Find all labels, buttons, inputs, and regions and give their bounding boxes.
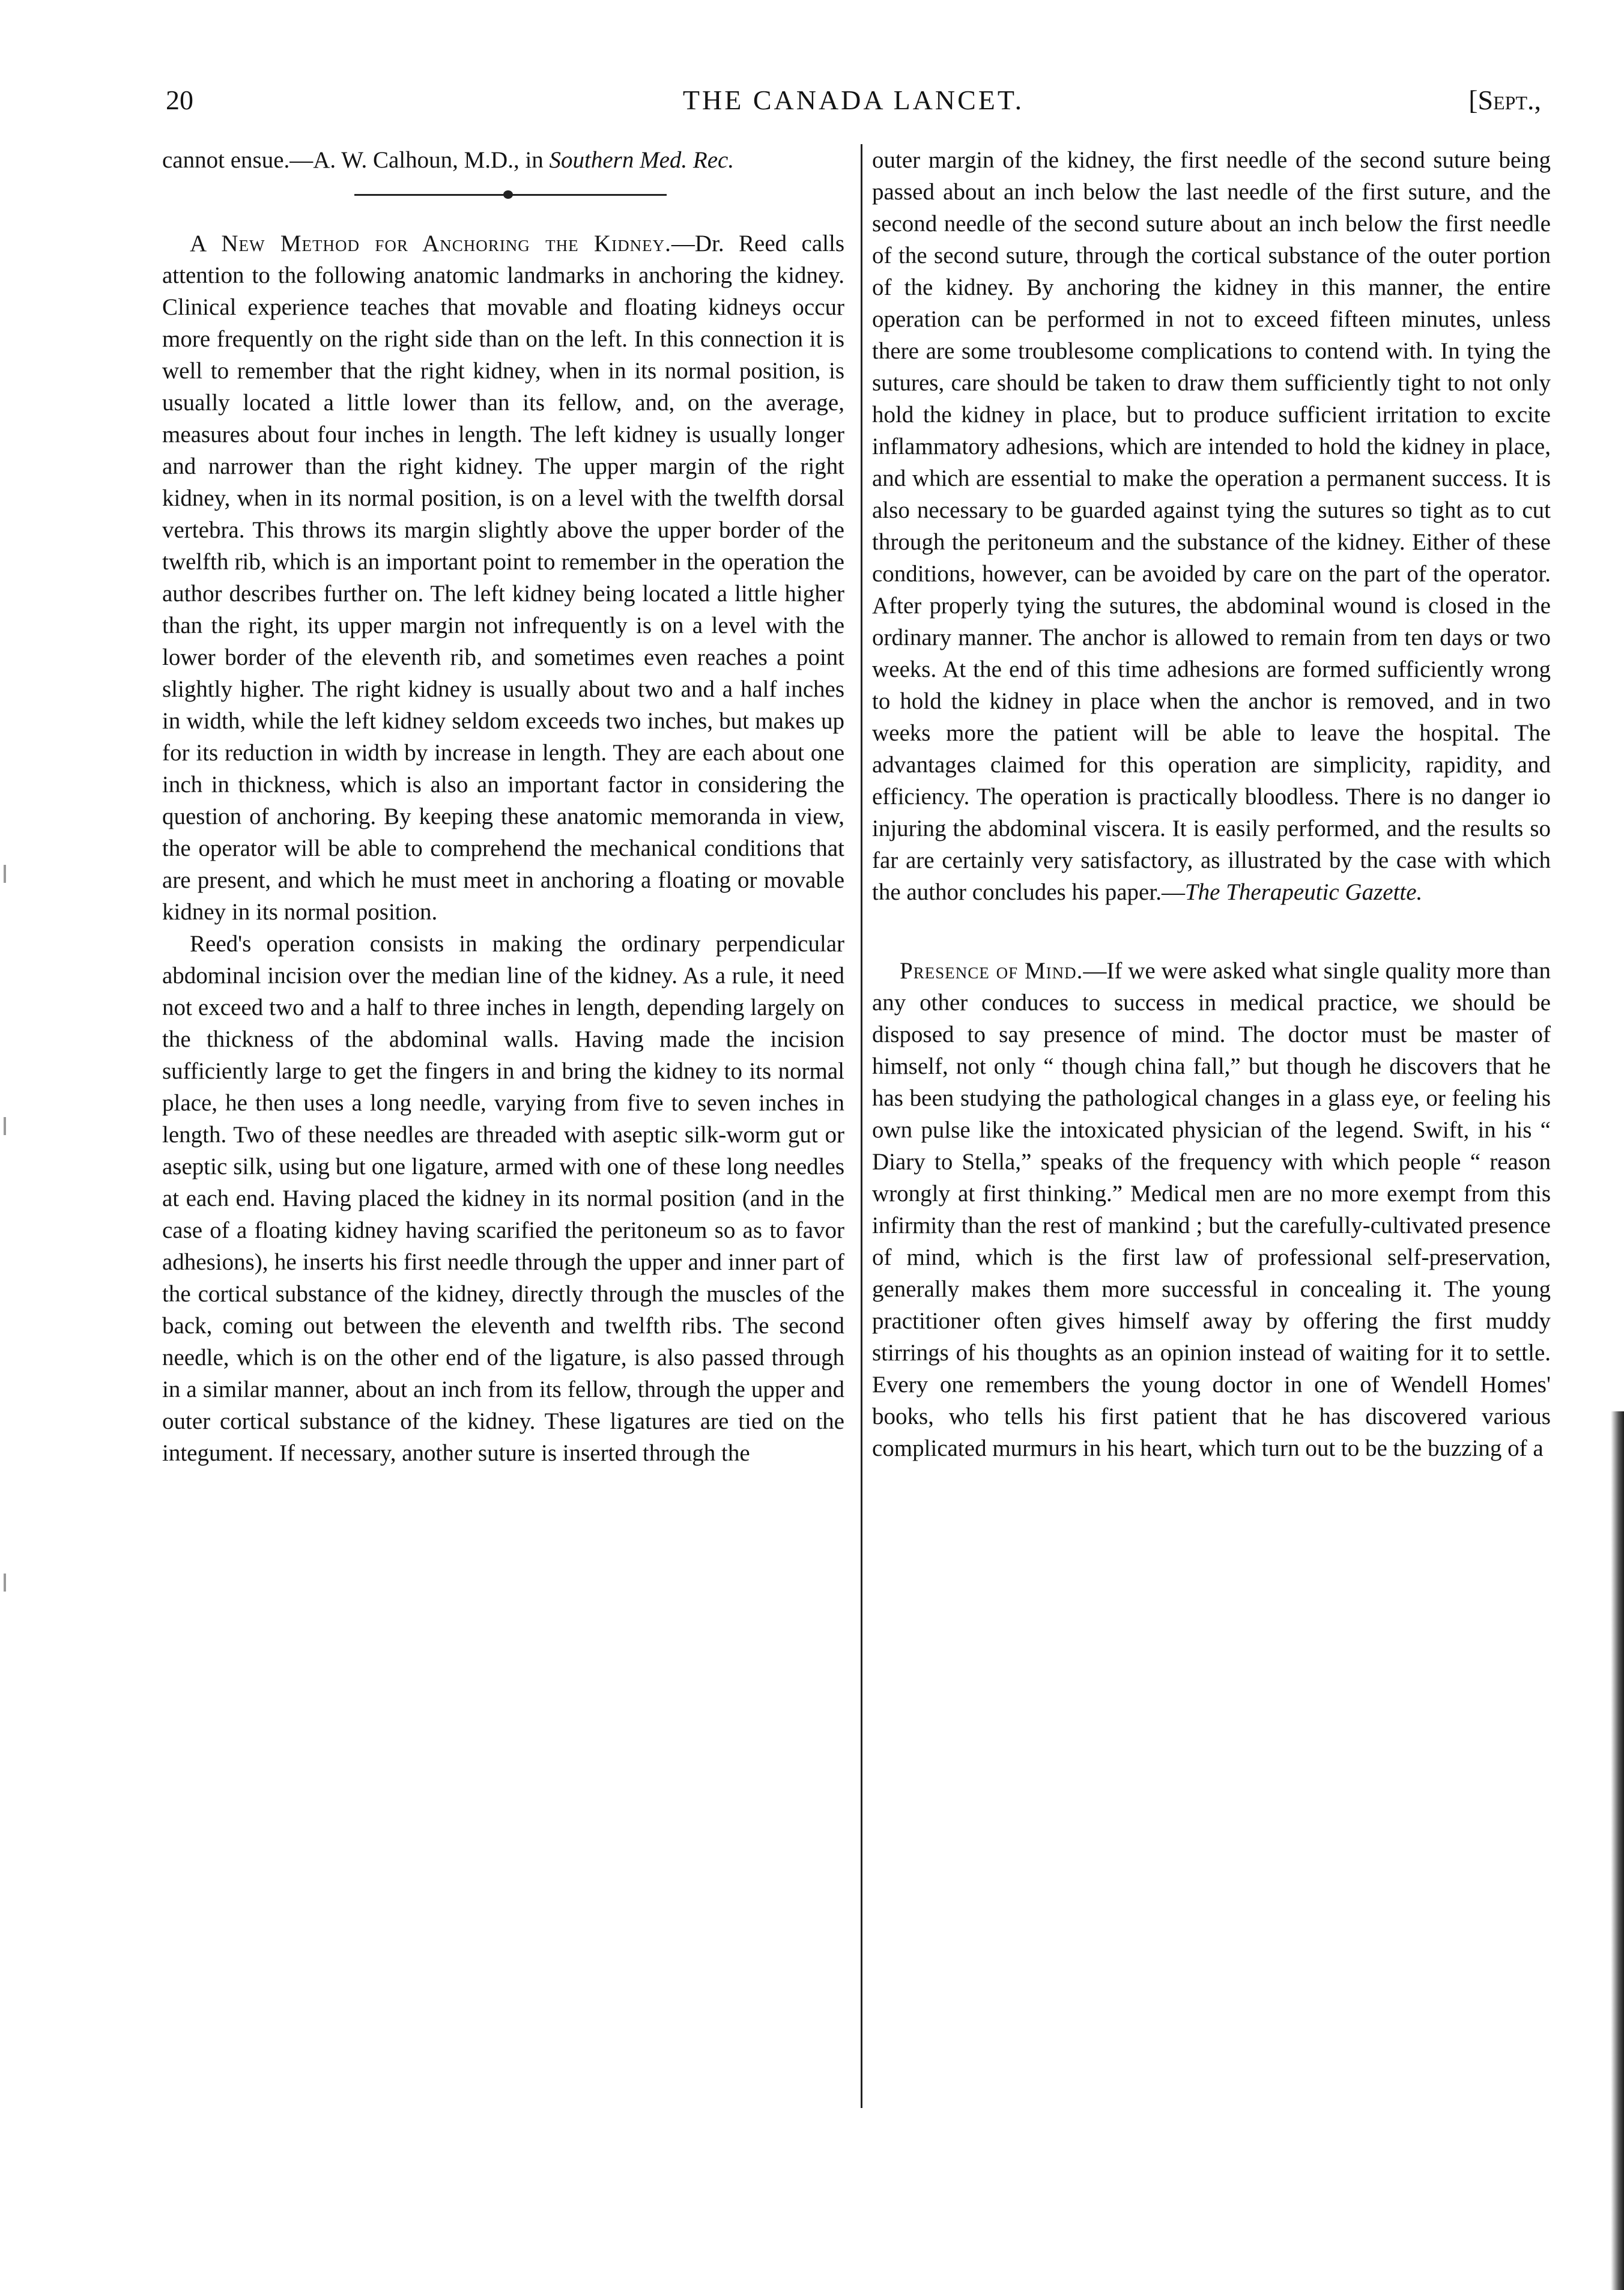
article-kidney-source: The Therapeutic Gazette. [1184, 879, 1423, 905]
continuation-text: cannot ensue.—A. W. Calhoun, M.D., in [162, 147, 550, 173]
article-kidney-paragraph-1 [162, 228, 844, 928]
page-edge-mark [4, 1117, 6, 1135]
article-presence-text-1: —If we were asked what single quality more than any other conduces to success in medical practice, we should be disposed to say presence of mind. The doctor must be master of himself, not only “ though china fall,” but though he discovers that he has been studying the pathological changes in a glass eye, or feeling his own pulse like the intoxicated physician of the legend. Swift, in his “ Diary to Stella,” speaks of the frequency with which people “ reason wrongly at first thinking.” Medical men are no more exempt from this infirmity than the rest of mankind ; but the carefully-cultivated presence of mind, which is the first law of professional self-preservation, generally makes them more successful in concealing it. The young practitioner often gives himself away by offering the first muddy stirrings of his thoughts as an opinion instead of waiting for it to settle. Every one remembers the young doctor in one of Wendell Homes' books, who tells his first patient that he has discovered various complicated murmurs in his heart, which turn out to be the buzzing of a [872, 958, 1551, 1461]
page-number: 20 [166, 85, 193, 115]
column-rule [861, 144, 862, 2108]
article-kidney-text-3: outer margin of the kidney, the first needle of the second suture being passed about an inch below the last needle of the first suture, and the second needle of the second suture about an inch below the first needle of the second suture, through the cortical substance of the outer portion of the kidney. By anchoring the kidney in this manner, the entire operation can be performed in not to exceed fifteen minutes, unless there are some troublesome complications to contend with. In tying the sutures, care should be taken to draw them sufficiently tight to not only hold the kidney in place, but to produce sufficient irritation to excite inflammatory adhesions, which are intended to hold the kidney in place, and which are essential to make the operation a permanent success. It is also necessary to be guarded against tying the sutures so tight as to cut through the peritoneum and the substance of the kidney. Either of these conditions, however, can be avoided by care on the part of the operator. After properly tying the sutures, the abdominal wound is closed in the ordinary manner. The anchor is allowed to remain from ten days or two weeks. At the end of this time adhesions are formed sufficiently wrong to hold the kidney in place when the anchor is removed, and in two weeks more the patient will be able to leave the hospital. The advantages claimed for this operation are simplicity, rapidity, and efficiency. The operation is practically bloodless. There is no danger io injuring the abdominal viscera. It is easily performed, and the results so far are certainly very satisfactory, as illustrated by the case with which the author concludes his paper.— [872, 147, 1551, 905]
journal-title: THE CANADA LANCET. [682, 85, 1025, 115]
book-spine-shadow [1611, 1411, 1624, 2290]
continuation-source: Southern Med. Rec. [549, 147, 735, 173]
article-presence-paragraph-1 [872, 955, 1551, 1464]
divider-ornament [503, 190, 513, 199]
article-kidney-heading: A New Method for Anchoring the Kidney. [190, 231, 671, 256]
right-column [872, 144, 1551, 2126]
page-edge-mark [4, 1574, 6, 1592]
article-kidney-paragraph-2: Reed's operation consists in making the ordinary perpendicular abdominal incision over the median line of the kidney. As a rule, it need not exceed two and a half to three inches in length, depending largely on the thickness of the abdominal walls. Having made the incision sufficiently large to get the fingers in and bring the kidney to its normal place, he then uses a long needle, varying from five to seven inches in length. Two of these needles are threaded with aseptic silk-worm gut or aseptic silk, using but one ligature, armed with one of these long needles at each end. Having placed the kidney in its normal position (and in the case of a floating kidney having scarified the peritoneum so as to favor adhesions), he inserts his first needle through the upper and inner part of the cortical substance of the kidney, directly through the muscles of the back, coming out between the eleventh and twelfth ribs. The second needle, which is on the other end of the ligature, is also passed through in a similar manner, about an inch from its fellow, through the upper and outer cortical substance of the kidney. These ligatures are tied on the integument. If necessary, another suture is inserted through the [162, 931, 844, 1466]
left-column [162, 144, 844, 2126]
issue-month: [Sept., [1468, 85, 1541, 115]
section-divider [162, 176, 844, 212]
continuation-paragraph [162, 144, 844, 176]
running-header [166, 84, 1541, 126]
article-presence-heading: Presence of Mind. [900, 958, 1083, 984]
article-kidney-text-1: —Dr. Reed calls attention to the following anatomic landmarks in anchoring the kidney. Clinical experience teaches that movable and floating kidneys occur more frequently on the right side than on the left. In this connection it is well to remember that the right kidney, when in its normal position, is usually located a little lower than its fellow, and, on the average, measures about four inches in length. The left kidney is usually longer and narrower than the right kidney. The upper margin of the right kidney, when in its normal position, is on a level with the twelfth dorsal vertebra. This throws its margin slightly above the upper border of the twelfth rib, which is an important point to remember in the operation the author describes further on. The left kidney being located a little higher than the right, its upper margin not infrequently is on a level with the lower border of the eleventh rib, and sometimes even reaches a point slightly higher. The right kidney is usually about two and a half inches in width, while the left kidney seldom exceeds two inches, but makes up for its reduction in width by increase in length. They are each about one inch in thickness, which is also an important factor in considering the question of anchoring. By keeping these anatomic memoranda in view, the operator will be able to comprehend the mechanical conditions that are present, and which he must meet in anchoring a floating or movable kidney in its normal position. [162, 231, 844, 925]
article-kidney-paragraph-3 [872, 144, 1551, 908]
page-edge-mark [4, 865, 6, 883]
